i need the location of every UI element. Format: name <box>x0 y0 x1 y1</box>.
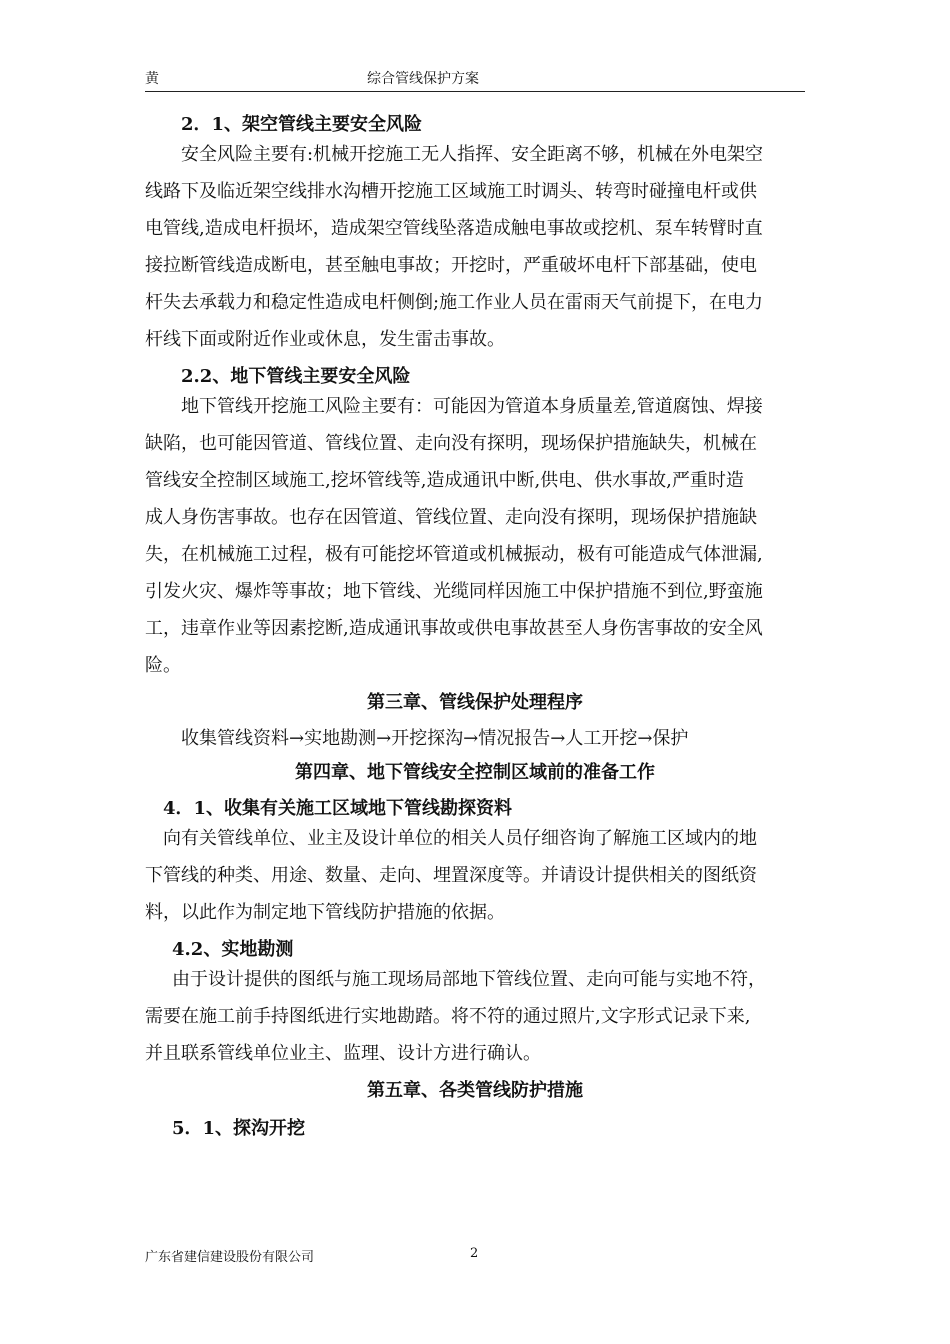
paragraph-4-1 <box>145 826 805 926</box>
paragraph-line: 引发火灾、爆炸等事故；地下管线、光缆同样因施工中保护措施不到位,野蛮施 <box>145 581 763 602</box>
paragraph-line: 由于设计提供的图纸与施工现场局部地下管线位置、走向可能与实地不符， <box>172 969 766 990</box>
section-heading-2-1: 2．1、架空管线主要安全风险 <box>181 114 423 135</box>
section-heading-4-2: 4.2、实地勘测 <box>172 939 294 960</box>
header-left-text: 黄 <box>145 71 159 87</box>
section-heading-2-2: 2.2、地下管线主要安全风险 <box>181 366 411 387</box>
paragraph-line: 缺陷，也可能因管道、管线位置、走向没有探明，现场保护措施缺失，机械在 <box>145 433 757 454</box>
paragraph-line: 料，以此作为制定地下管线防护措施的依据。 <box>145 902 505 923</box>
paragraph-line: 险。 <box>145 655 181 676</box>
paragraph-line: 工，违章作业等因素挖断,造成通讯事故或供电事故甚至人身伤害事故的安全风 <box>145 618 763 639</box>
paragraph-line: 线路下及临近架空线排水沟槽开挖施工区域施工时调头、转弯时碰撞电杆或供 <box>145 181 757 202</box>
page-header <box>145 68 805 92</box>
paragraph-line: 接拉断管线造成断电，甚至触电事故；开挖时，严重破坏电杆下部基础，使电 <box>145 255 757 276</box>
header-rule <box>145 91 805 92</box>
paragraph-line: 向有关管线单位、业主及设计单位的相关人员仔细咨询了解施工区域内的地 <box>163 828 757 849</box>
paragraph-line: 杆线下面或附近作业或休息，发生雷击事故。 <box>145 329 505 350</box>
chapter-3-heading: 第三章、管线保护处理程序 <box>367 692 583 713</box>
paragraph-line: 成人身伤害事故。也存在因管道、管线位置、走向没有探明，现场保护措施缺 <box>145 507 757 528</box>
chapter-3-flow: 收集管线资料→实地勘测→开挖探沟→情况报告→人工开挖→保护 <box>181 728 689 749</box>
paragraph-4-2 <box>145 967 805 1067</box>
section-heading-4-1: 4．1、收集有关施工区域地下管线勘探资料 <box>163 798 513 819</box>
section-heading-5-1: 5．1、探沟开挖 <box>172 1118 306 1139</box>
paragraph-2-1 <box>145 142 805 353</box>
page-number: 2 <box>470 1246 479 1261</box>
paragraph-line: 管线安全控制区域施工,挖坏管线等,造成通讯中断,供电、供水事故,严重时造 <box>145 470 744 491</box>
paragraph-line: 下管线的种类、用途、数量、走向、埋置深度等。并请设计提供相关的图纸资 <box>145 865 757 886</box>
chapter-4-heading: 第四章、地下管线安全控制区域前的准备工作 <box>295 762 655 783</box>
header-title: 综合管线保护方案 <box>367 71 479 87</box>
paragraph-line: 失，在机械施工过程，极有可能挖坏管道或机械振动，极有可能造成气体泄漏, <box>145 544 763 565</box>
paragraph-line: 杆失去承载力和稳定性造成电杆侧倒;施工作业人员在雷雨天气前提下，在电力 <box>145 292 764 313</box>
document-body <box>145 112 805 1142</box>
paragraph-line: 电管线,造成电杆损坏，造成架空管线坠落造成触电事故或挖机、泵车转臂时直 <box>145 218 763 239</box>
paragraph-line: 并且联系管线单位业主、监理、设计方进行确认。 <box>145 1043 541 1064</box>
paragraph-line: 安全风险主要有:机械开挖施工无人指挥、安全距离不够，机械在外电架空 <box>181 144 764 165</box>
paragraph-2-2 <box>145 394 805 679</box>
chapter-5-heading: 第五章、各类管线防护措施 <box>367 1080 583 1101</box>
footer-company: 广东省建信建设股份有限公司 <box>145 1250 315 1265</box>
paragraph-line: 地下管线开挖施工风险主要有：可能因为管道本身质量差,管道腐蚀、焊接 <box>181 396 763 417</box>
paragraph-line: 需要在施工前手持图纸进行实地勘踏。将不符的通过照片,文字形式记录下来, <box>145 1006 751 1027</box>
